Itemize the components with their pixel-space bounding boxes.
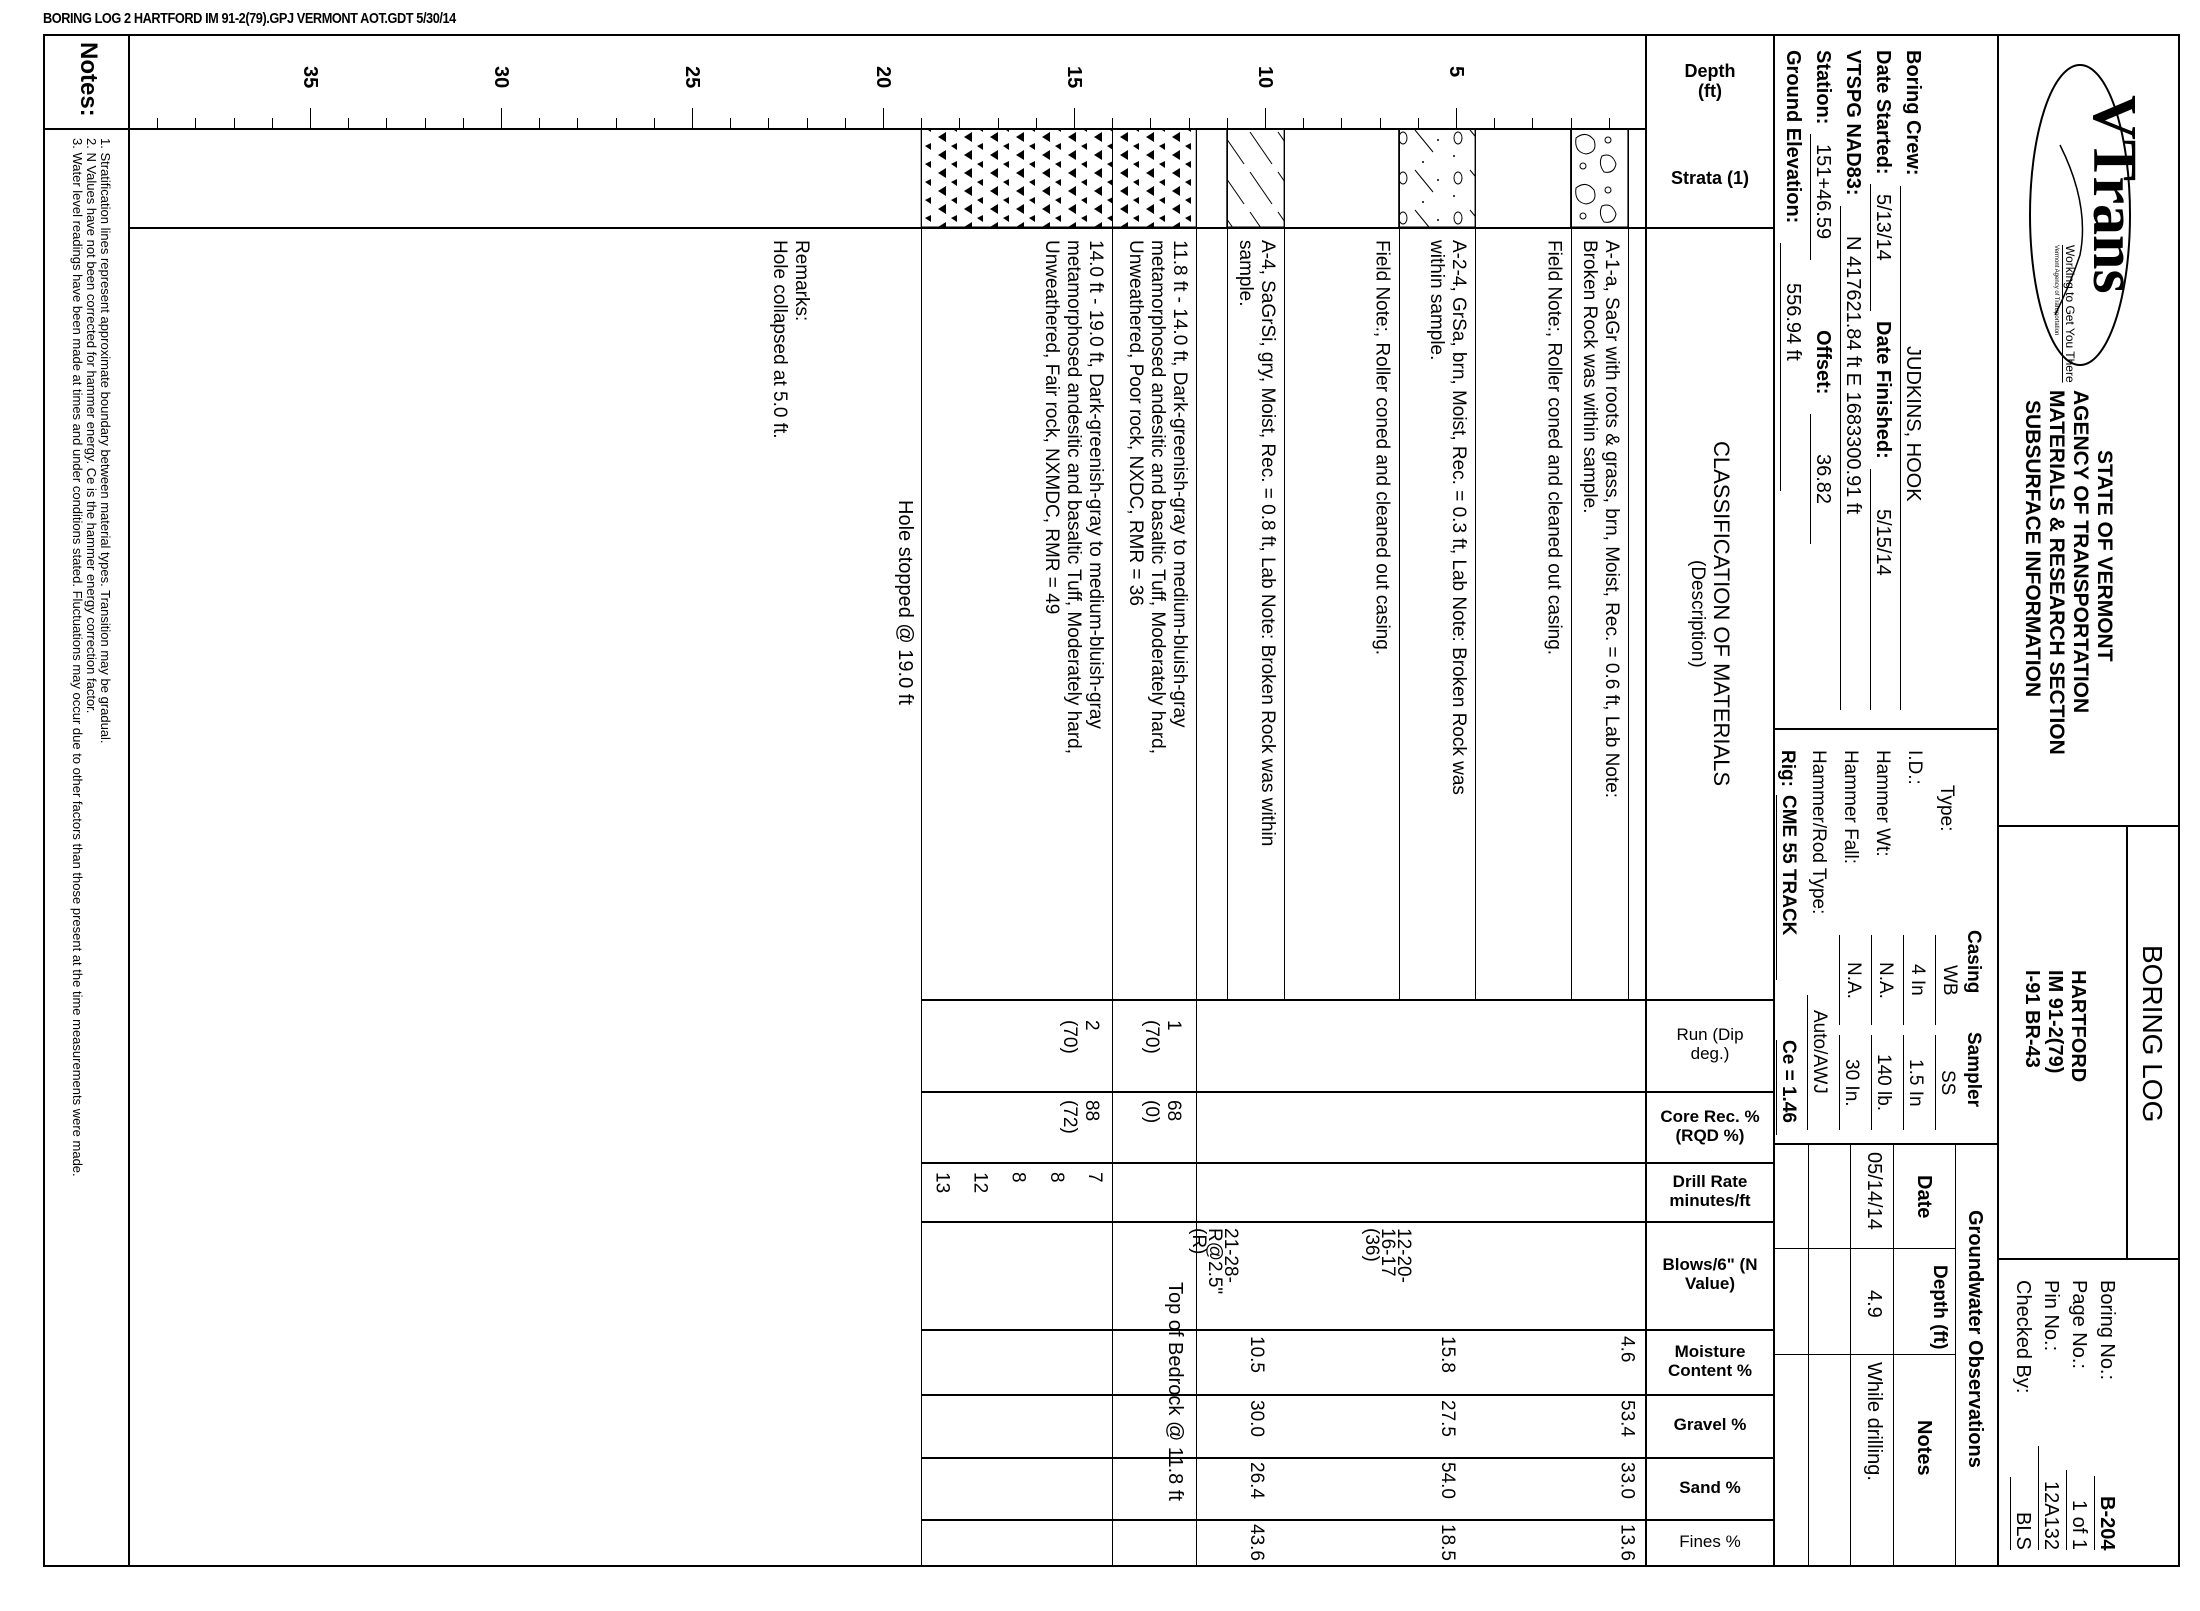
layer-boundary-line: [1196, 128, 1197, 1565]
equipment-sampler-value: 140 lb.: [1871, 1035, 1894, 1130]
rqd: (0): [1141, 1100, 1162, 1124]
description-line: A-2-4, GrSa, brn, Moist, Rec. = 0.3 ft, Lab Note: Broken Rock was: [1448, 240, 1470, 795]
top-of-bedrock-note: Top of Bedrock @ 11.8 ft: [1164, 1282, 1186, 1501]
description-block: [925, 240, 1106, 754]
remarks: [768, 240, 812, 439]
date-started-value: 5/13/14: [1870, 184, 1894, 311]
layer-boundary-line: [921, 128, 922, 1565]
description-block: [1288, 240, 1393, 655]
rod-type-label: Hammer/Rod Type:: [1808, 750, 1829, 915]
boring-no-value: B-204: [2094, 1476, 2118, 1550]
fines-value: 18.5: [1437, 1524, 1458, 1561]
gravel-value: 27.5: [1437, 1400, 1458, 1437]
classification-title: CLASSIFICATION OF MATERIALS: [1709, 441, 1734, 787]
minor-tick: [539, 118, 540, 128]
blows-sample-1: 12-20- 16-17 (36): [1361, 1228, 1414, 1283]
fines-value: 43.6: [1246, 1524, 1267, 1561]
minor-tick: [616, 118, 617, 128]
drill-rate-header: Drill Rate minutes/ft: [1669, 1171, 1751, 1210]
major-tick: [1456, 108, 1457, 128]
remarks-text: Hole collapsed at 5.0 ft.: [769, 240, 790, 439]
equipment-label: Type:: [1936, 785, 1957, 832]
core-rec-1: [1140, 1100, 1184, 1123]
page-no-label: Page No.:: [2068, 1280, 2090, 1369]
offset-value: 36.82: [1810, 414, 1834, 544]
rig-value: CME 55 TRACK: [1776, 795, 1799, 980]
table-row-divider: [921, 1221, 1773, 1223]
elevation-label: Ground Elevation:: [1782, 50, 1804, 224]
classification-header: [1647, 229, 1773, 999]
drill-rate-value: 8: [1007, 1172, 1029, 1183]
run-2: [1058, 1020, 1102, 1054]
file-header: BORING LOG 2 HARTFORD IM 91-2(79).GPJ VERMONT AOT.GDT 5/30/14: [43, 10, 456, 27]
hammer-efficiency: Ce = 1.46: [1776, 1040, 1799, 1135]
drill-rate-value: 7: [1084, 1172, 1106, 1183]
depth-tick-label: 25: [681, 66, 703, 89]
description-line: 14.0 ft - 19.0 ft, Dark-greenish-gray to medium-bluish-gray: [1085, 240, 1107, 729]
minor-tick: [157, 118, 158, 128]
minor-tick: [425, 118, 426, 128]
layer-boundary-line: [1227, 128, 1228, 999]
agency-divider: [1997, 825, 2178, 827]
gw-date-value: 05/14/14: [1863, 1152, 1885, 1230]
equipment-sampler-value: SS: [1935, 1035, 1958, 1130]
equipment-label: I.D.:: [1904, 750, 1925, 785]
notes-header-divider: [43, 128, 130, 130]
core-rec-2: [1058, 1100, 1102, 1134]
boring-log-title: BORING LOG: [2137, 945, 2168, 1123]
vtspg-value: N 417621.84 ft E 1683300.91 ft: [1840, 206, 1864, 710]
strata-layer-gravsand: [1399, 128, 1475, 227]
pin-no-value: 12A132: [2038, 1446, 2062, 1550]
logo-text: VTrans: [2080, 95, 2148, 294]
core-recovery: 88: [1081, 1100, 1102, 1122]
groundwater-title: Groundwater Observations: [1964, 1210, 1986, 1468]
layer-boundary-line: [1628, 128, 1629, 999]
logo-subtagline: Vermont Agency of Transportation: [2053, 245, 2059, 336]
gw-col-divider-2: [1773, 1354, 1955, 1355]
minor-tick: [272, 118, 273, 128]
gravel-header: Gravel %: [1673, 1415, 1747, 1435]
minor-tick: [998, 118, 999, 128]
run-dip: (70): [1141, 1020, 1162, 1054]
minor-tick: [234, 118, 235, 128]
fines-header: Fines %: [1679, 1531, 1741, 1551]
station-value: 151+46.59: [1810, 134, 1834, 259]
depth-tick-label: 10: [1254, 66, 1276, 89]
minor-tick: [1494, 118, 1495, 128]
run-number: 1: [1163, 1020, 1184, 1031]
major-tick: [310, 108, 311, 128]
description-line: A-4, SaGrSi, gry, Moist, Rec. = 0.8 ft, Lab Note: Broken Rock was within: [1257, 240, 1279, 847]
depth-tick-label: 15: [1063, 66, 1085, 89]
boring-no-label: Boring No.:: [2096, 1280, 2118, 1381]
depth-column-header: Depth (ft): [1684, 61, 1736, 101]
minor-tick: [1341, 118, 1342, 128]
strata-column: [128, 128, 1648, 228]
drill-rate-value: 12: [969, 1172, 991, 1194]
minor-tick: [1036, 118, 1037, 128]
gravel-value: 53.4: [1616, 1400, 1638, 1437]
minor-tick: [1380, 118, 1381, 128]
note-item-3: 3. Water level readings have been made at times and under conditions stated. Fluctuations may occur due to other factors than those present at the time measurements were made.: [70, 138, 85, 1177]
gw-title-divider: [1955, 1143, 1956, 1565]
sand-header: Sand %: [1679, 1477, 1741, 1497]
description-line: 11.8 ft - 14.0 ft, Dark-greenish-gray to medium-bluish-gray: [1169, 240, 1191, 728]
equipment-divider: [1773, 1143, 1999, 1145]
info-panel-divider: [1773, 34, 1775, 1565]
description-line: within sample.: [1426, 240, 1448, 361]
description-block: [1231, 240, 1278, 846]
description-block: [1479, 240, 1565, 655]
major-tick: [1265, 108, 1266, 128]
description-line: Unweathered, Fair rock, NXMDC, RMR = 49: [1041, 240, 1063, 615]
major-tick: [501, 108, 502, 128]
minor-tick: [1150, 118, 1151, 128]
description-line: Field Note:, Roller coned and cleaned out casing.: [1543, 240, 1565, 656]
classification-subtitle: (Description): [1687, 560, 1708, 668]
core-recovery: 68: [1163, 1100, 1184, 1122]
table-row-divider: [921, 1162, 1773, 1164]
equipment-casing-value: WB: [1935, 935, 1960, 1025]
checked-by-value: BLS: [2010, 1477, 2034, 1550]
table-row-divider: [921, 1329, 1773, 1331]
core-rec-header: Core Rec. % (RQD %): [1660, 1106, 1760, 1145]
vtspg-label: VTSPG NAD83:: [1842, 50, 1864, 196]
run-number: 2: [1081, 1020, 1102, 1031]
depth-tick-label: 30: [490, 66, 512, 89]
note-item-1: 1. Stratification lines represent approximate boundary between material types. Transition may be gradual.: [98, 138, 113, 744]
layer-boundary-line: [1571, 128, 1572, 999]
blows-sample-2: 21-28- R@2.5" (R): [1188, 1228, 1241, 1295]
strata-layer-rock: [921, 128, 1196, 227]
minor-tick: [463, 118, 464, 128]
title-divider: [1997, 1258, 2178, 1260]
project-title: HARTFORD IM 91-2(79) I-91 BR-43: [2021, 970, 2089, 1083]
minor-tick: [1189, 118, 1190, 128]
depth-tick-label: 35: [299, 66, 321, 89]
description-line: metamorphosed andesitic and basaltic Tuff, Moderately hard,: [1147, 240, 1169, 754]
minor-tick: [959, 118, 960, 128]
checked-by-label: Checked By:: [2012, 1280, 2034, 1394]
run-header: Run (Dip deg.): [1676, 1025, 1744, 1063]
equipment-table: [1777, 740, 1995, 1140]
equipment-sampler-value: 30 In.: [1839, 1035, 1862, 1130]
station-label: Station:: [1812, 50, 1834, 125]
description-line: Broken Rock was within sample.: [1578, 240, 1600, 514]
sampler-header: Sampler: [1963, 1032, 1984, 1107]
info-panel-mid-divider: [1997, 34, 1999, 1565]
minor-tick: [768, 118, 769, 128]
gw-header-depth: Depth (ft): [1929, 1265, 1950, 1350]
minor-tick: [1418, 118, 1419, 128]
date-started-label: Date Started:: [1872, 50, 1894, 175]
notes-list: [70, 138, 112, 1177]
minor-tick: [195, 118, 196, 128]
minor-tick: [1571, 118, 1572, 128]
gw-notes-value: While drilling.: [1863, 1362, 1885, 1481]
casing-header: Casing: [1963, 930, 1984, 994]
table-row-divider: [921, 1394, 1773, 1396]
moisture-value: 15.8: [1437, 1336, 1458, 1373]
run-dip: (70): [1059, 1020, 1080, 1054]
rig-label: Rig:: [1777, 750, 1798, 787]
agency-title: STATE OF VERMONT AGENCY OF TRANSPORTATION MATERIALS & RESEARCH SECTION SUBSURFACE INFORMATION: [2021, 390, 2116, 755]
layer-boundary-line: [1475, 128, 1476, 999]
rqd: (72): [1059, 1100, 1080, 1134]
run-1: [1140, 1020, 1184, 1054]
offset-label: Offset:: [1812, 329, 1834, 394]
hole-stopped-note: Hole stopped @ 19.0 ft: [894, 500, 916, 705]
equipment-label: Hammer Wt:: [1872, 750, 1893, 857]
moisture-value: 10.5: [1246, 1336, 1267, 1373]
crew-label: Boring Crew:: [1902, 50, 1924, 176]
table-row-divider: [921, 999, 1773, 1001]
equipment-casing-value: N.A.: [1871, 935, 1896, 1025]
pin-no-label: Pin No.:: [2040, 1280, 2062, 1352]
equipment-label: Hammer Fall:: [1840, 750, 1861, 865]
table-row-divider: [921, 1519, 1773, 1521]
description-line: Field Note:, Roller coned and cleaned out casing.: [1371, 240, 1393, 656]
equipment-sampler-value: 1.5 In: [1903, 1035, 1926, 1130]
vtrans-logo: [2025, 55, 2148, 383]
minor-tick: [921, 118, 922, 128]
strata-layer-silt: [1227, 128, 1284, 227]
boring-info: [1780, 50, 1924, 710]
logo-tagline: Working to Get You There: [2063, 245, 2077, 383]
depth-tick-label: 5: [1445, 66, 1467, 78]
notes-divider: [128, 34, 130, 1565]
date-finished-label: Date Finished:: [1872, 321, 1894, 460]
minor-tick: [386, 118, 387, 128]
depth-tick-label: 20: [872, 66, 894, 89]
moisture-header: Moisture Content %: [1667, 1341, 1753, 1380]
strata-column-header: Strata (1): [1670, 167, 1750, 188]
minor-tick: [730, 118, 731, 128]
sand-value: 33.0: [1616, 1462, 1638, 1499]
gw-header-notes: Notes: [1913, 1420, 1935, 1476]
title-inner-divider: [2126, 825, 2128, 1260]
description-line: Unweathered, Poor rock, NXDC, RMR = 36: [1125, 240, 1147, 606]
fines-value: 13.6: [1616, 1524, 1638, 1561]
minor-tick: [1609, 118, 1610, 128]
table-row-divider: [921, 1091, 1773, 1093]
minor-tick: [1303, 118, 1304, 128]
strata-layer-cobble: [1571, 128, 1628, 227]
major-tick: [1074, 108, 1075, 128]
gw-header-date: Date: [1913, 1175, 1935, 1219]
layer-boundary-line: [1284, 128, 1285, 999]
note-item-2: 2. N Values have not been corrected for hammer energy. Ce is the hammer energy correction factor.: [84, 138, 99, 714]
page-no-value: 1 of 1: [2066, 1470, 2090, 1550]
description-block: [1116, 240, 1190, 754]
minor-tick: [654, 118, 655, 128]
description-block: [1403, 240, 1469, 795]
date-finished-value: 5/15/14: [1870, 469, 1894, 710]
equipment-casing-value: 4 In: [1903, 935, 1928, 1025]
major-tick: [883, 108, 884, 128]
minor-tick: [348, 118, 349, 128]
moisture-value: 4.6: [1616, 1336, 1638, 1363]
layer-boundary-line: [1399, 128, 1400, 999]
layer-boundary-line: [1112, 128, 1113, 1565]
info-top-divider: [1773, 728, 1999, 730]
blows-header: Blows/6" (N Value): [1662, 1255, 1758, 1293]
minor-tick: [845, 118, 846, 128]
rod-type-value: Auto/AWJ: [1807, 995, 1830, 1130]
elevation-value: 556.94 ft: [1780, 243, 1804, 491]
drill-rate-value: 13: [931, 1172, 953, 1194]
notes-label: Notes:: [75, 42, 102, 117]
equipment-casing-value: N.A.: [1839, 935, 1864, 1025]
major-tick: [692, 108, 693, 128]
description-line: sample.: [1235, 240, 1257, 307]
description-line: A-1-a, SaGr with roots & grass, brn, Moist, Rec. = 0.6 ft, Lab Note:: [1600, 240, 1622, 799]
gravel-value: 30.0: [1246, 1400, 1267, 1437]
remarks-label: Remarks:: [791, 240, 812, 322]
boring-meta: [2010, 1280, 2118, 1550]
table-row-divider: [921, 1457, 1773, 1459]
minor-tick: [1227, 118, 1228, 128]
gw-depth-value: 4.9: [1863, 1290, 1885, 1318]
sand-value: 54.0: [1437, 1462, 1458, 1499]
minor-tick: [807, 118, 808, 128]
minor-tick: [577, 118, 578, 128]
drill-rate-value: 8: [1045, 1172, 1067, 1183]
gw-col-divider-1: [1773, 1248, 1955, 1249]
minor-tick: [1112, 118, 1113, 128]
description-block: [1575, 240, 1622, 798]
sand-value: 26.4: [1246, 1462, 1267, 1499]
minor-tick: [1532, 118, 1533, 128]
description-line: metamorphosed andesitic and basaltic Tuff, Moderately hard,: [1063, 240, 1085, 754]
crew-value: JUDKINS, HOOK: [1900, 186, 1924, 710]
